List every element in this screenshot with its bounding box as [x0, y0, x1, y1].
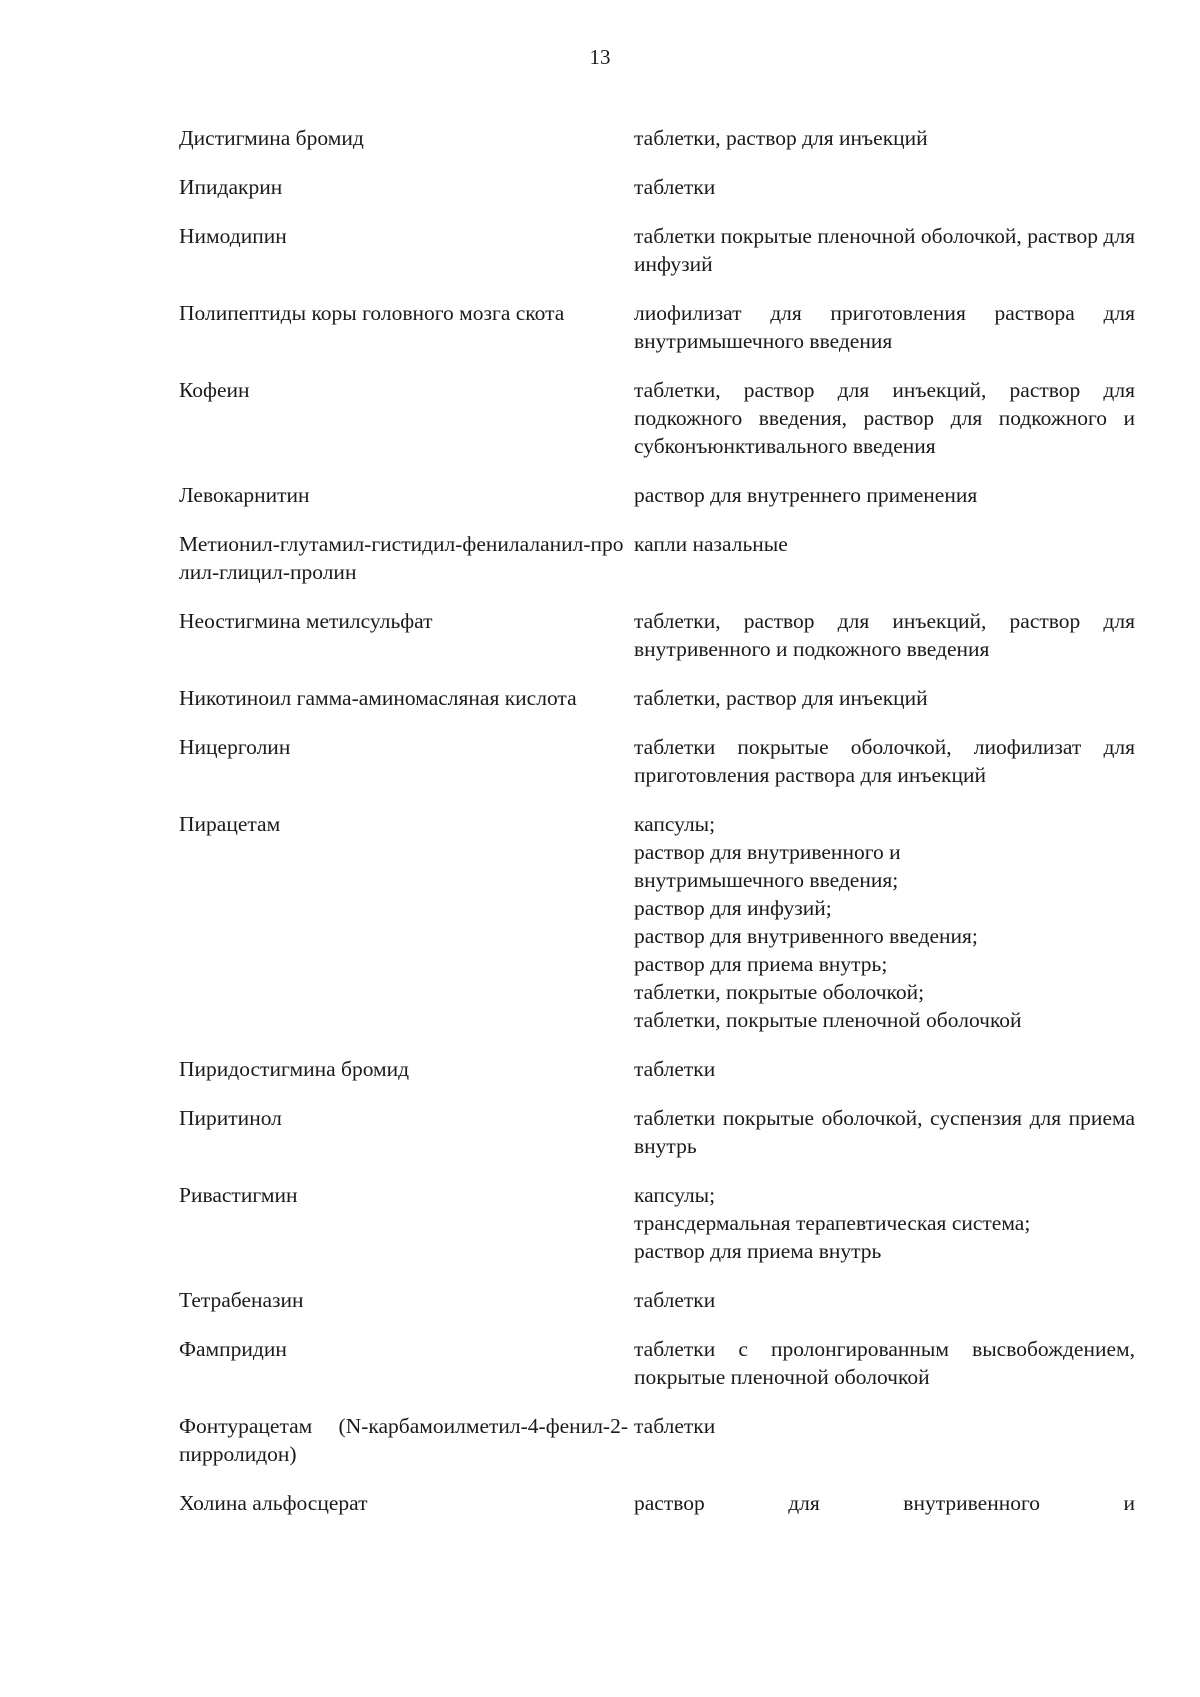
table-row	[179, 481, 1135, 509]
drug-name: Ницерголин	[179, 735, 291, 759]
table-row	[179, 607, 1135, 663]
table-row	[179, 299, 1135, 355]
table-row	[179, 173, 1135, 201]
dosage-form-line: таблетки, покрытые оболочкой;	[634, 980, 925, 1004]
table-row	[179, 376, 1135, 460]
table-row	[179, 1489, 1135, 1517]
table-row	[179, 1286, 1135, 1314]
dosage-form: раствор для внутривенного и	[634, 1491, 1135, 1515]
dosage-form: таблетки, раствор для инъекций, раствор для подкожного введения, раствор для подкожного и субконъюнктивального введения	[634, 378, 1135, 458]
drug-name: Метионил-глутамил-гистидил-фенилаланил-пролил-глицил-пролин	[179, 532, 624, 584]
drug-name: Ривастигмин	[179, 1183, 298, 1207]
dosage-form: таблетки, раствор для инъекций	[634, 126, 928, 150]
drug-name: Левокарнитин	[179, 483, 310, 507]
table-row	[179, 1055, 1135, 1083]
dosage-form-line: капсулы;	[634, 1183, 716, 1207]
dosage-form-line: капсулы;	[634, 812, 716, 836]
drug-name: Фонтурацетам (N-карбамоилметил-4-фенил-2-пирролидон)	[179, 1414, 628, 1466]
medication-table	[179, 124, 1135, 1538]
table-row	[179, 1181, 1135, 1265]
dosage-form-line: раствор для инфузий;	[634, 896, 832, 920]
drug-name: Никотиноил гамма-аминомасляная кислота	[179, 686, 577, 710]
drug-name: Ипидакрин	[179, 175, 283, 199]
drug-name: Фампридин	[179, 1337, 287, 1361]
dosage-form: таблетки, раствор для инъекций, раствор для внутривенного и подкожного введения	[634, 609, 1135, 661]
dosage-form: таблетки	[634, 1414, 716, 1438]
table-row	[179, 684, 1135, 712]
drug-name: Полипептиды коры головного мозга скота	[179, 301, 565, 325]
dosage-form: таблетки	[634, 1288, 716, 1312]
dosage-form-line: трансдермальная терапевтическая система;	[634, 1211, 1031, 1235]
dosage-form: таблетки покрытые пленочной оболочкой, раствор для инфузий	[634, 224, 1135, 276]
dosage-form: таблетки с пролонгированным высвобождением, покрытые пленочной оболочкой	[634, 1337, 1135, 1389]
table-row	[179, 124, 1135, 152]
page-number: 13	[589, 45, 611, 69]
table-row	[179, 1335, 1135, 1391]
table-row	[179, 810, 1135, 1034]
dosage-form: таблетки, раствор для инъекций	[634, 686, 928, 710]
drug-name: Дистигмина бромид	[179, 126, 364, 150]
dosage-form: капли назальные	[634, 532, 788, 556]
dosage-form: лиофилизат для приготовления раствора для внутримышечного введения	[634, 301, 1135, 353]
drug-name: Неостигмина метилсульфат	[179, 609, 433, 633]
drug-name: Нимодипин	[179, 224, 287, 248]
drug-name: Тетрабеназин	[179, 1288, 304, 1312]
dosage-form-line: раствор для приема внутрь	[634, 1239, 882, 1263]
dosage-form-line: внутримышечного введения;	[634, 868, 899, 892]
dosage-form: раствор для внутреннего применения	[634, 483, 978, 507]
dosage-form	[634, 1181, 1135, 1265]
drug-name: Пирацетам	[179, 812, 281, 836]
dosage-form: таблетки	[634, 1057, 716, 1081]
table-row	[179, 222, 1135, 278]
dosage-form-line: раствор для внутривенного введения;	[634, 924, 978, 948]
dosage-form	[634, 810, 1135, 1034]
table-row	[179, 1104, 1135, 1160]
dosage-form-line: раствор для внутривенного и	[634, 840, 901, 864]
drug-name: Пиритинол	[179, 1106, 282, 1130]
dosage-form-line: таблетки, покрытые пленочной оболочкой	[634, 1008, 1022, 1032]
drug-name: Пиридостигмина бромид	[179, 1057, 410, 1081]
table-row	[179, 1412, 1135, 1468]
dosage-form: таблетки покрытые оболочкой, лиофилизат для приготовления раствора для инъекций	[634, 735, 1135, 787]
table-row	[179, 530, 1135, 586]
dosage-form: таблетки	[634, 175, 716, 199]
drug-name: Кофеин	[179, 378, 250, 402]
drug-name: Холина альфосцерат	[179, 1491, 368, 1515]
table-row	[179, 733, 1135, 789]
dosage-form: таблетки покрытые оболочкой, суспензия для приема внутрь	[634, 1106, 1135, 1158]
dosage-form-line: раствор для приема внутрь;	[634, 952, 888, 976]
